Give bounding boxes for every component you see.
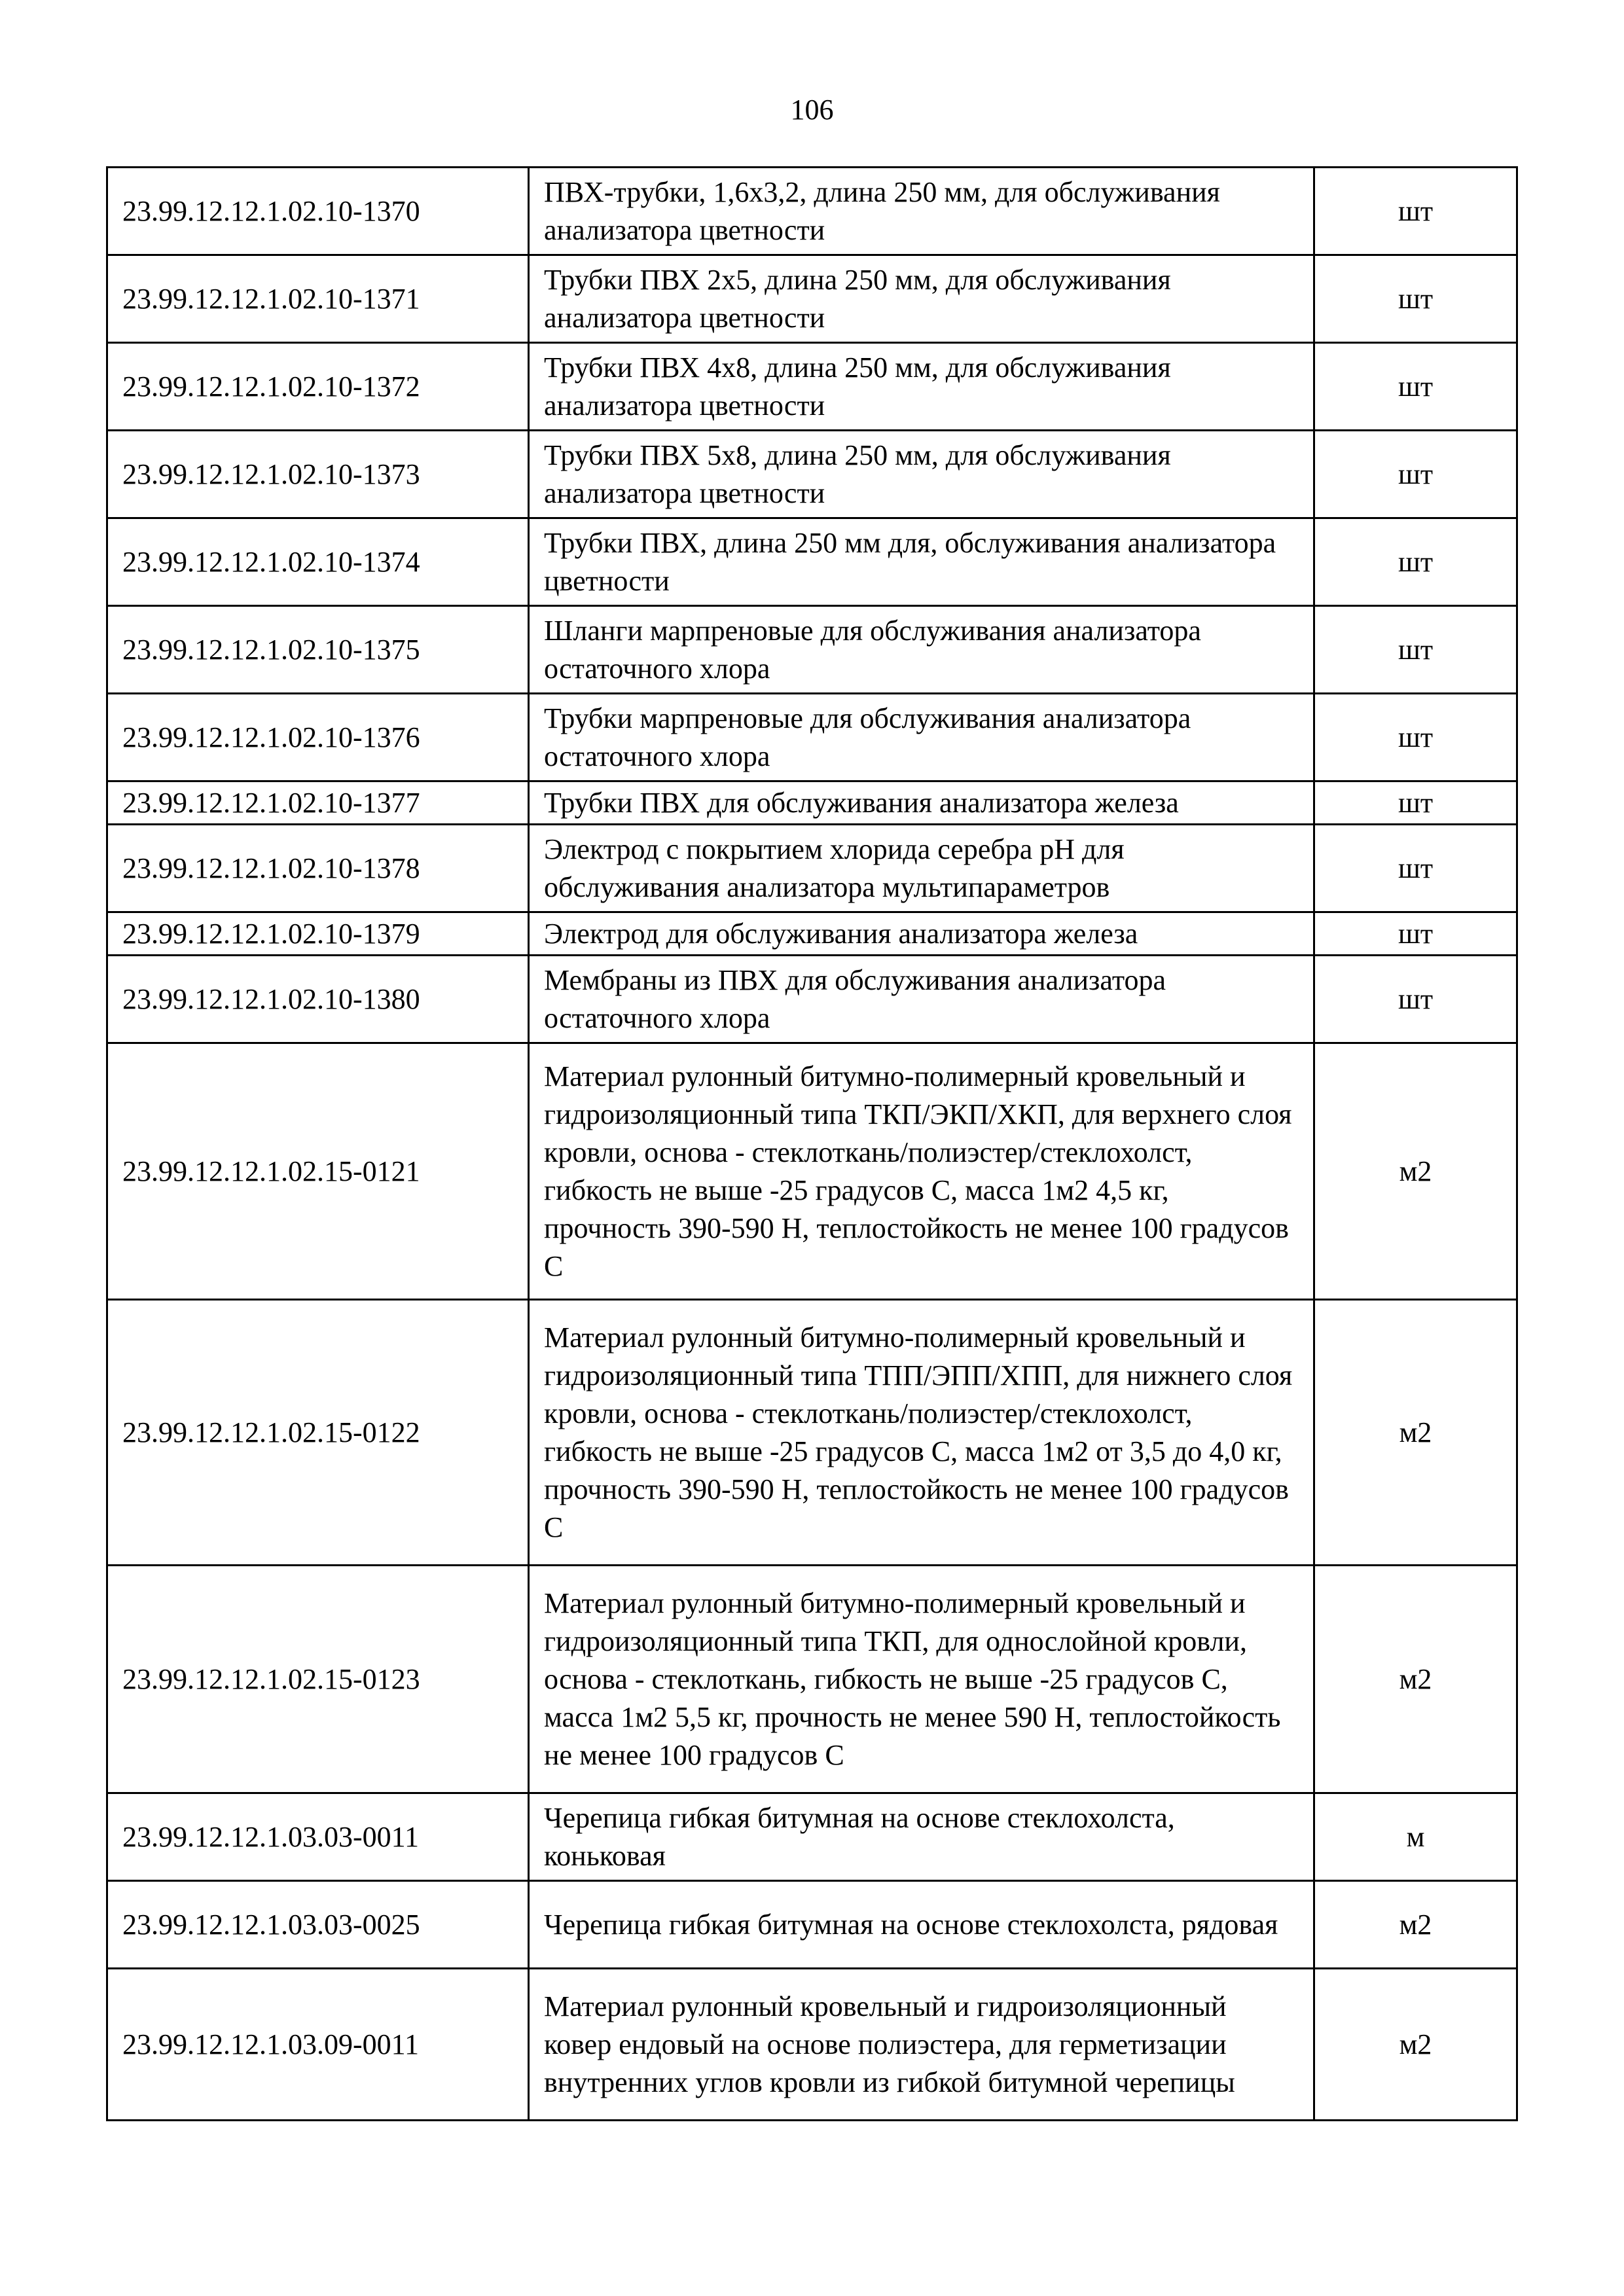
page-number: 106	[790, 94, 834, 126]
table-row	[107, 694, 1517, 781]
resource-code: 23.99.12.12.1.02.10-1373	[107, 431, 529, 518]
resource-code: 23.99.12.12.1.02.10-1377	[107, 781, 529, 825]
resource-code: 23.99.12.12.1.03.03-0011	[107, 1793, 529, 1881]
unit-of-measure: шт	[1314, 518, 1517, 606]
table-row	[107, 1566, 1517, 1793]
table-row	[107, 343, 1517, 431]
unit-of-measure: шт	[1314, 781, 1517, 825]
resource-code: 23.99.12.12.1.02.10-1371	[107, 255, 529, 343]
unit-of-measure: шт	[1314, 606, 1517, 694]
table-row	[107, 825, 1517, 912]
resource-code: 23.99.12.12.1.02.15-0122	[107, 1300, 529, 1566]
unit-of-measure: м2	[1314, 1566, 1517, 1793]
resource-code: 23.99.12.12.1.03.09-0011	[107, 1969, 529, 2121]
resource-code: 23.99.12.12.1.02.10-1378	[107, 825, 529, 912]
resource-description: Трубки ПВХ, длина 250 мм для, обслуживания анализатора цветности	[529, 518, 1314, 606]
resource-description: Трубки ПВХ 4х8, длина 250 мм, для обслуживания анализатора цветности	[529, 343, 1314, 431]
table-row	[107, 431, 1517, 518]
resource-code: 23.99.12.12.1.02.15-0123	[107, 1566, 529, 1793]
unit-of-measure: м	[1314, 1793, 1517, 1881]
resource-description: Материал рулонный битумно-полимерный кровельный и гидроизоляционный типа ТКП/ЭКП/ХКП, для верхнего слоя кровли, основа - стеклоткань/полиэстер/стеклохолст, гибкость не выше -25 градусов С, масса 1м2 4,5 кг, прочность 390-590 Н, теплостойкость не менее 100 градусов С	[529, 1043, 1314, 1300]
unit-of-measure: шт	[1314, 912, 1517, 956]
table-row	[107, 956, 1517, 1043]
table-row	[107, 606, 1517, 694]
unit-of-measure: шт	[1314, 694, 1517, 781]
resource-description: Шланги марпреновые для обслуживания анализатора остаточного хлора	[529, 606, 1314, 694]
table-row	[107, 912, 1517, 956]
resource-description: Материал рулонный битумно-полимерный кровельный и гидроизоляционный типа ТПП/ЭПП/ХПП, для нижнего слоя кровли, основа - стеклоткань/полиэстер/стеклохолст, гибкость не выше -25 градусов С, масса 1м2 от 3,5 до 4,0 кг, прочность 390-590 Н, теплостойкость не менее 100 градусов С	[529, 1300, 1314, 1566]
resource-description: ПВХ-трубки, 1,6х3,2, длина 250 мм, для обслуживания анализатора цветности	[529, 168, 1314, 255]
resource-code: 23.99.12.12.1.02.10-1379	[107, 912, 529, 956]
resource-code: 23.99.12.12.1.02.10-1376	[107, 694, 529, 781]
table-row	[107, 781, 1517, 825]
table-row	[107, 1969, 1517, 2121]
resource-description: Черепица гибкая битумная на основе стеклохолста, рядовая	[529, 1881, 1314, 1969]
resource-description: Трубки ПВХ для обслуживания анализатора железа	[529, 781, 1314, 825]
resource-description: Мембраны из ПВХ для обслуживания анализатора остаточного хлора	[529, 956, 1314, 1043]
resource-code: 23.99.12.12.1.02.15-0121	[107, 1043, 529, 1300]
table-row	[107, 1793, 1517, 1881]
unit-of-measure: шт	[1314, 168, 1517, 255]
resource-description: Материал рулонный кровельный и гидроизоляционный ковер ендовый на основе полиэстера, для герметизации внутренних углов кровли из гибкой битумной черепицы	[529, 1969, 1314, 2121]
table-row	[107, 255, 1517, 343]
unit-of-measure: шт	[1314, 255, 1517, 343]
resource-code: 23.99.12.12.1.02.10-1370	[107, 168, 529, 255]
unit-of-measure: шт	[1314, 431, 1517, 518]
resource-description: Трубки ПВХ 5х8, длина 250 мм, для обслуживания анализатора цветности	[529, 431, 1314, 518]
unit-of-measure: м2	[1314, 1881, 1517, 1969]
table-row	[107, 1043, 1517, 1300]
resource-description: Электрод с покрытием хлорида серебра pH для обслуживания анализатора мультипараметров	[529, 825, 1314, 912]
resource-description: Трубки марпреновые для обслуживания анализатора остаточного хлора	[529, 694, 1314, 781]
unit-of-measure: шт	[1314, 956, 1517, 1043]
unit-of-measure: м2	[1314, 1300, 1517, 1566]
table-row	[107, 1881, 1517, 1969]
resource-description: Трубки ПВХ 2х5, длина 250 мм, для обслуживания анализатора цветности	[529, 255, 1314, 343]
table-row	[107, 168, 1517, 255]
resource-description: Материал рулонный битумно-полимерный кровельный и гидроизоляционный типа ТКП, для однослойной кровли, основа - стеклоткань, гибкость не выше -25 градусов С, масса 1м2 5,5 кг, прочность не менее 590 Н, теплостойкость не менее 100 градусов С	[529, 1566, 1314, 1793]
unit-of-measure: м2	[1314, 1969, 1517, 2121]
resource-code: 23.99.12.12.1.03.03-0025	[107, 1881, 529, 1969]
resource-code: 23.99.12.12.1.02.10-1374	[107, 518, 529, 606]
resource-code: 23.99.12.12.1.02.10-1375	[107, 606, 529, 694]
resource-description: Черепица гибкая битумная на основе стеклохолста, коньковая	[529, 1793, 1314, 1881]
table-row	[107, 1300, 1517, 1566]
resource-catalog-table	[106, 166, 1518, 2121]
resource-code: 23.99.12.12.1.02.10-1380	[107, 956, 529, 1043]
resource-description: Электрод для обслуживания анализатора железа	[529, 912, 1314, 956]
resource-code: 23.99.12.12.1.02.10-1372	[107, 343, 529, 431]
unit-of-measure: шт	[1314, 343, 1517, 431]
unit-of-measure: шт	[1314, 825, 1517, 912]
table-row	[107, 518, 1517, 606]
unit-of-measure: м2	[1314, 1043, 1517, 1300]
